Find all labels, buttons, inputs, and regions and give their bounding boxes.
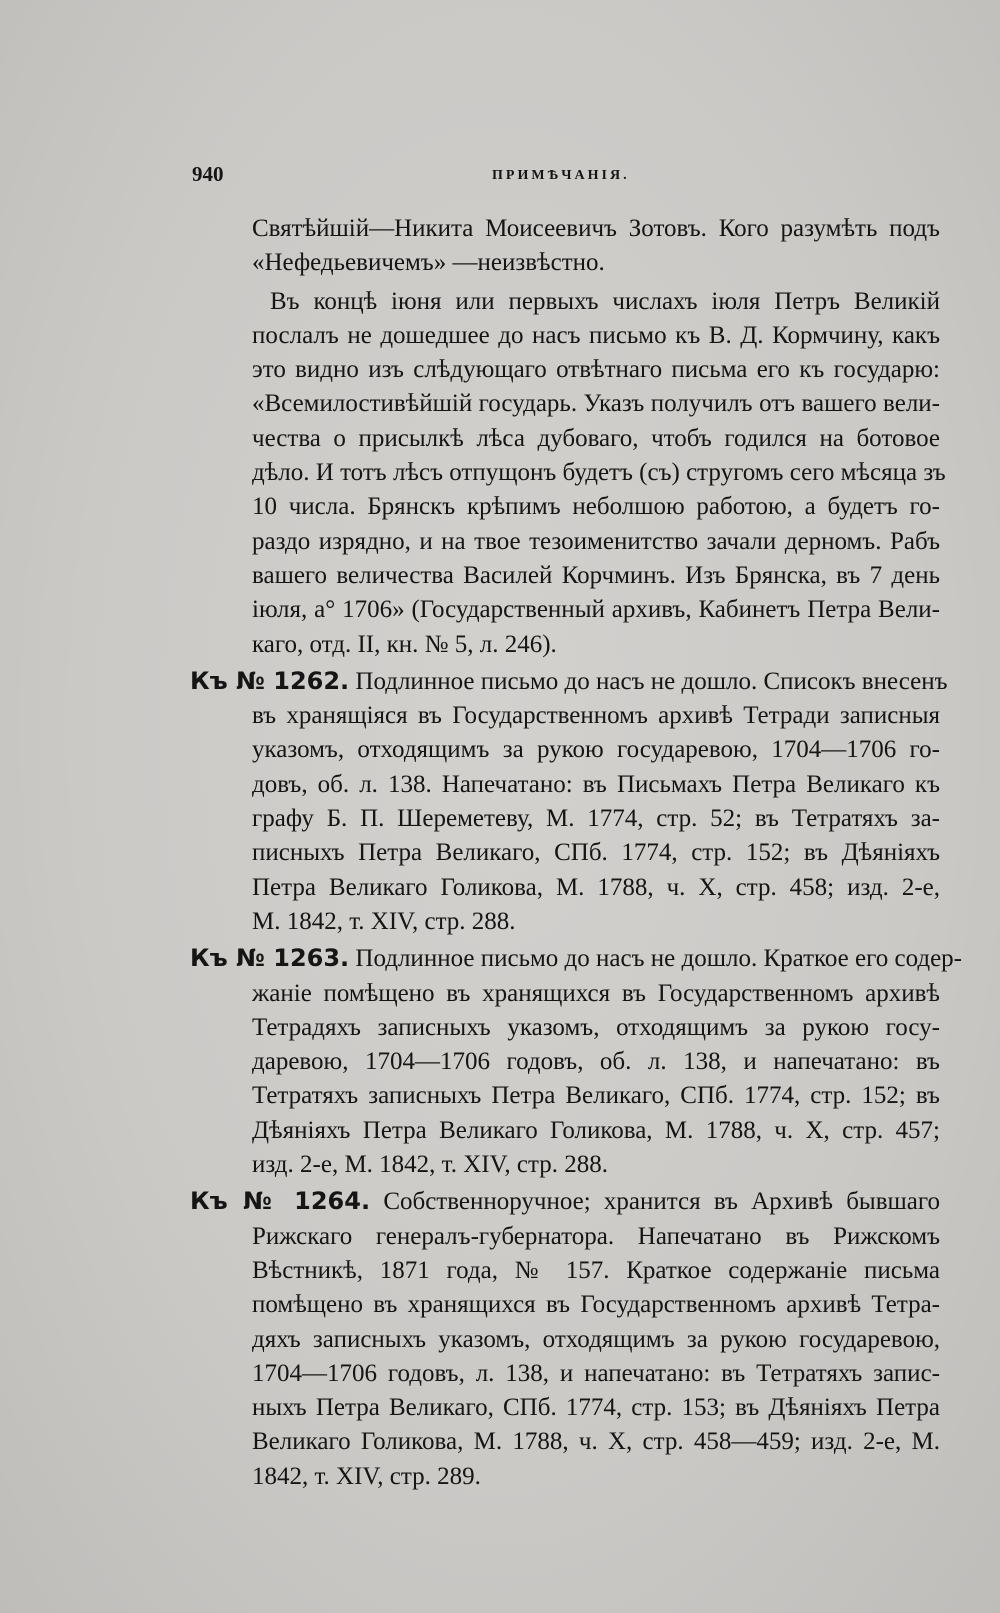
text-line: писныхъ Петра Великаго, СПб. 1774, стр. 152; въ Дѣяніяхъ: [252, 839, 940, 867]
paragraph-kormchin-letter: [190, 285, 946, 662]
text-line: дяхъ записныхъ указомъ, отходящимъ за рукою государевою,: [252, 1325, 940, 1353]
text-line: даревою, 1704—1706 годовъ, об. л. 138, и напечатано: въ: [252, 1048, 940, 1076]
text-line: 1704—1706 годовъ, л. 138, и напечатано: въ Тетратяхъ запис-: [252, 1359, 940, 1387]
body-text: [190, 212, 963, 1494]
text-line: ныхъ Петра Великаго, СПб. 1774, стр. 153; въ Дѣяніяхъ Петра: [252, 1394, 940, 1422]
text-line: [190, 941, 963, 976]
text-line: изд. 2-е, М. 1842, т. XIV, стр. 288.: [252, 1151, 609, 1179]
text-line: Тетрадяхъ записныхъ указомъ, отходящимъ за рукою госу-: [252, 1013, 940, 1041]
text-line: каго, отд. II, кн. № 5, л. 246).: [252, 630, 557, 658]
entry-text: Собственноручное; хранится въ Архивѣ бывшаго: [383, 1188, 941, 1216]
text-line: Въ концѣ іюня или первыхъ числахъ іюля Петръ Великій: [270, 287, 940, 315]
text-line: дѣло. И тотъ лѣсъ отпущонъ будетъ (съ) стругомъ сего мѣсяца зъ: [252, 459, 946, 487]
text-line: довъ, об. л. 138. Напечатано: въ Письмахъ Петра Великаго къ: [252, 770, 940, 798]
text-line: [190, 664, 948, 699]
text-line: іюля, а° 1706» (Государственный архивъ, Кабинетъ Петра Вели-: [252, 596, 940, 624]
page-number: 940: [192, 162, 224, 186]
entry-text: Подлинное письмо до насъ не дошло. Краткое его содер-: [355, 945, 963, 973]
text-line: Дѣяніяхъ Петра Великаго Голикова, М. 1788, ч. X, стр. 457;: [252, 1116, 940, 1144]
text-line: указомъ, отходящимъ за рукою государевою, 1704—1706 го-: [252, 736, 940, 764]
entry-1262: [190, 664, 948, 939]
running-title: ПРИМѢЧАНІЯ.: [492, 168, 630, 183]
entry-label: Къ № 1264.: [190, 1187, 371, 1216]
text-line: чества о присылкѣ лѣса дубоваго, чтобъ годился на ботовое: [252, 424, 940, 452]
entry-1263: [190, 941, 963, 1182]
text-line: 1842, т. XIV, стр. 289.: [252, 1462, 481, 1490]
text-line: [190, 1184, 940, 1219]
paragraph-continuation: [190, 212, 940, 281]
text-line: въ хранящіяся въ Государственномъ архивѣ Тетради записныя: [252, 702, 940, 730]
text-line: Вѣстникѣ, 1871 года, № 157. Краткое содержаніе письма: [252, 1256, 940, 1284]
entry-text: Подлинное письмо до насъ не дошло. Списокъ внесенъ: [355, 667, 948, 695]
text-line: графу Б. П. Шереметеву, М. 1774, стр. 52; въ Тетратяхъ за-: [252, 805, 940, 833]
entry-label: Къ № 1263.: [190, 944, 350, 973]
text-line: «Всемилостивѣйшій государь. Указъ получилъ отъ вашего вели-: [252, 390, 940, 418]
text-line: послалъ не дошедшее до насъ письмо къ В. Д. Кормчину, какъ: [252, 321, 940, 349]
text-line: Петра Великаго Голикова, М. 1788, ч. X, стр. 458; изд. 2-е,: [252, 873, 940, 901]
text-line: 10 числа. Брянскъ крѣпимъ неболшою работою, а будетъ го-: [252, 493, 940, 521]
text-line: это видно изъ слѣдующаго отвѣтнаго письма его къ государю:: [252, 356, 940, 384]
text-line: Святѣйшій—Никита Моисеевичъ Зотовъ. Кого разумѣть подъ: [252, 215, 940, 242]
text-line: вашего величества Василей Корчминъ. Изъ Брянска, въ 7 день: [252, 561, 940, 589]
text-line: М. 1842, т. XIV, стр. 288.: [252, 907, 516, 935]
entry-label: Къ № 1262.: [190, 666, 350, 695]
entry-1264: [190, 1184, 940, 1494]
text-line: помѣщено въ хранящихся въ Государственномъ архивѣ Тетра-: [252, 1291, 940, 1319]
text-line: Рижскаго генералъ-губернатора. Напечатано въ Рижскомъ: [252, 1222, 940, 1250]
text-line: Великаго Голикова, М. 1788, ч. X, стр. 458—459; изд. 2-е, М.: [252, 1428, 940, 1456]
text-line: «Нефедьевичемъ» —неизвѣстно.: [252, 249, 605, 277]
text-line: Тетратяхъ записныхъ Петра Великаго, СПб. 1774, стр. 152; въ: [252, 1082, 940, 1110]
text-line: раздо изрядно, и на твое тезоименитство зачали дерномъ. Рабъ: [252, 527, 940, 555]
text-line: жаніе помѣщено въ хранящихся въ Государственномъ архивѣ: [252, 979, 940, 1007]
page-header: [192, 160, 892, 192]
